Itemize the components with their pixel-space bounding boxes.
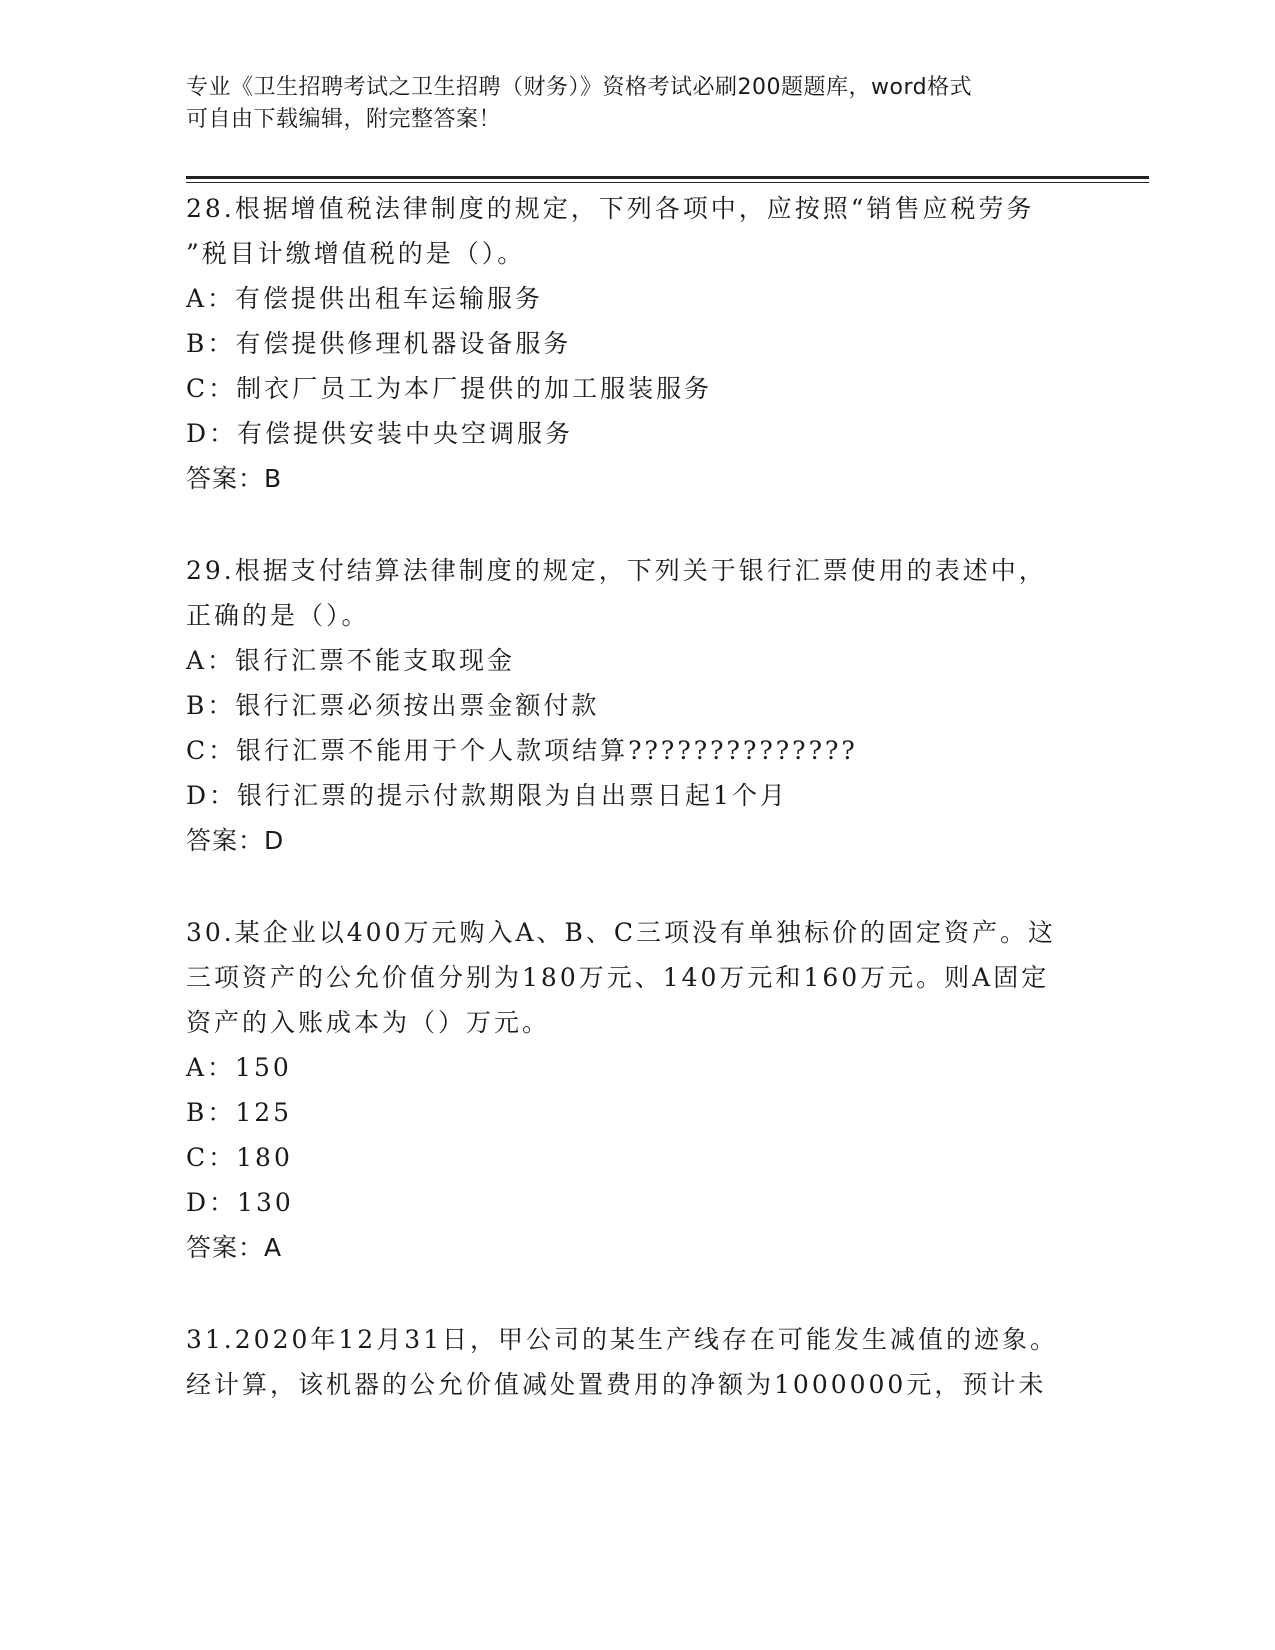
- stem-line: 30.某企业以400万元购入A、B、C三项没有单独标价的固定资产。这: [186, 918, 1057, 947]
- question-28: [186, 186, 1086, 501]
- option-a: A：银行汇票不能支取现金: [186, 646, 516, 675]
- header-line-1: 专业《卫生招聘考试之卫生招聘（财务）》资格考试必刷200题题库，word格式: [186, 75, 973, 100]
- option-d: D：银行汇票的提示付款期限为自出票日起1个月: [186, 781, 788, 810]
- stem-line: 资产的入账成本为（）万元。: [186, 1008, 551, 1037]
- answer-line: 答案：A: [186, 1233, 283, 1262]
- stem-line: 三项资产的公允价值分别为180万元、140万元和160万元。则A固定: [186, 963, 1050, 992]
- option-c: C：银行汇票不能用于个人款项结算??????????????: [186, 736, 858, 765]
- answer-line: 答案：D: [186, 826, 285, 855]
- document-header: [186, 72, 1066, 136]
- stem-line: 正确的是（）。: [186, 601, 370, 630]
- option-a: A：有偿提供出租车运输服务: [186, 284, 544, 313]
- stem-line: 经计算，该机器的公允价值减处置费用的净额为1000000元，预计未: [186, 1370, 1047, 1399]
- stem-line: 28.根据增值税法律制度的规定，下列各项中，应按照“销售应税劳务: [186, 194, 1035, 223]
- option-c: C：制衣厂员工为本厂提供的加工服装服务: [186, 374, 713, 403]
- question-30: [186, 910, 1086, 1270]
- stem-line: 29.根据支付结算法律制度的规定，下列关于银行汇票使用的表述中，: [186, 556, 1047, 585]
- stem-line: 31.2020年12月31日，甲公司的某生产线存在可能发生减值的迹象。: [186, 1325, 1059, 1354]
- question-29: [186, 548, 1086, 863]
- header-divider-thin: [186, 182, 1149, 183]
- question-stem: [186, 548, 1086, 638]
- header-line-2: 可自由下载编辑，附完整答案！: [186, 107, 502, 132]
- answer-line: 答案：B: [186, 464, 283, 493]
- question-31: [186, 1317, 1086, 1407]
- option-a: A：150: [186, 1053, 292, 1082]
- header-divider-thick: [186, 176, 1149, 179]
- question-stem: [186, 910, 1086, 1045]
- question-stem: [186, 1317, 1086, 1407]
- option-b: B：有偿提供修理机器设备服务: [186, 329, 572, 358]
- question-stem: [186, 186, 1086, 276]
- stem-line: ”税目计缴增值税的是（）。: [186, 239, 526, 268]
- option-b: B：银行汇票必须按出票金额付款: [186, 691, 600, 720]
- option-b: B：125: [186, 1098, 293, 1127]
- option-c: C：180: [186, 1143, 293, 1172]
- option-d: D：130: [186, 1188, 294, 1217]
- option-d: D：有偿提供安装中央空调服务: [186, 419, 574, 448]
